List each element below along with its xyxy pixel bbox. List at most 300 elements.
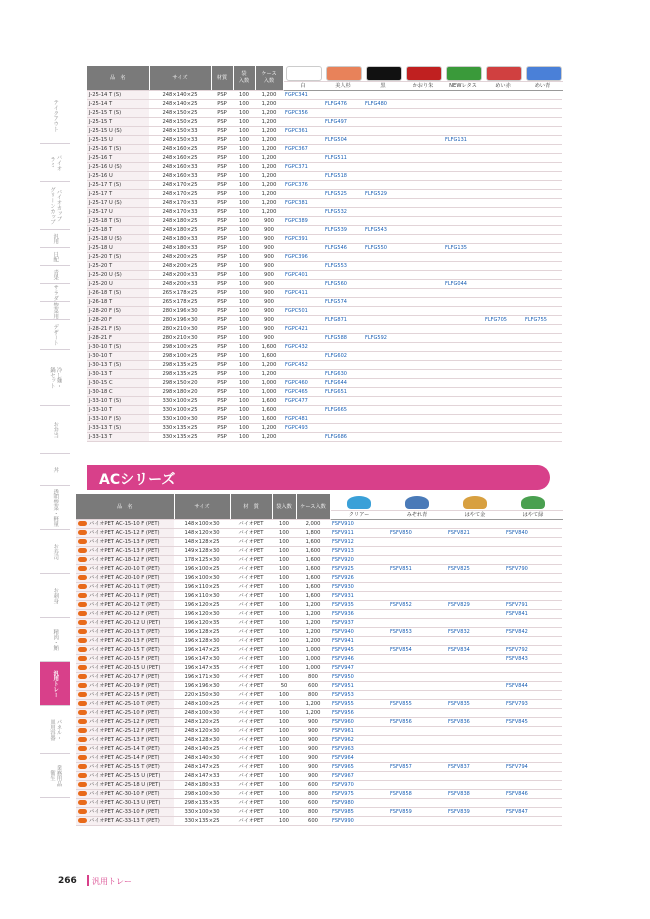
table-cell: FSFV847 [504, 808, 562, 817]
table-cell [483, 343, 523, 352]
table-row [87, 388, 562, 397]
table-cell: 100 [233, 343, 255, 352]
table-cell [483, 280, 523, 289]
side-tab [40, 230, 70, 248]
table-cell [403, 397, 443, 406]
color-swatch [446, 66, 482, 81]
table-row [76, 556, 562, 565]
table-cell [76, 664, 174, 673]
color-name-header: めい青 [523, 82, 562, 91]
table-cell: 265×178×25 [149, 289, 211, 298]
table-cell: 100 [272, 673, 296, 682]
product-name: バイオPET AC-25-15 T (PET) [89, 764, 160, 770]
table-cell [446, 745, 504, 754]
ac-product-table [76, 494, 563, 826]
new-badge-icon [78, 620, 87, 625]
product-name: バイオPET AC-20-15 F (PET) [89, 656, 160, 662]
product-thumbnail-icon [521, 496, 545, 509]
table-cell: PSP [211, 307, 233, 316]
table-cell: FLFG546 [323, 244, 363, 253]
table-cell [483, 127, 523, 136]
new-badge-icon [78, 809, 87, 814]
product-name: バイオPET AC-22-15 F (PET) [89, 692, 160, 698]
table-cell [323, 361, 363, 370]
table-row [87, 352, 562, 361]
table-row [76, 628, 562, 637]
table-cell: 900 [255, 316, 283, 325]
table-cell: FLFG131 [443, 136, 483, 145]
table-cell [323, 253, 363, 262]
table-cell: 148×128×25 [174, 538, 230, 547]
table-cell [363, 163, 403, 172]
table-cell: 1,200 [255, 199, 283, 208]
side-tab-label: 業務用品 衛生 [49, 764, 62, 787]
table-cell: J-26-18 T [87, 298, 149, 307]
table-cell: FSFV843 [504, 655, 562, 664]
table-cell: 298×135×25 [149, 370, 211, 379]
table-cell: 149×128×30 [174, 547, 230, 556]
table-cell: J-25-14 T [87, 100, 149, 109]
table-cell: 298×100×25 [149, 352, 211, 361]
table-cell [483, 172, 523, 181]
table-cell [446, 610, 504, 619]
table-cell [363, 118, 403, 127]
table-cell: 100 [233, 280, 255, 289]
table-cell [446, 547, 504, 556]
table-cell: 298×135×35 [174, 799, 230, 808]
table-cell: FLFG550 [363, 244, 403, 253]
table-cell [403, 433, 443, 442]
table-cell [523, 370, 562, 379]
table-cell: 900 [296, 745, 330, 754]
table-row [76, 520, 562, 529]
table-cell: 1,200 [255, 100, 283, 109]
table-cell: 900 [255, 298, 283, 307]
table-cell: 1,000 [255, 379, 283, 388]
table-cell [443, 343, 483, 352]
table-cell [443, 118, 483, 127]
table-row [87, 127, 562, 136]
new-badge-icon [78, 548, 87, 553]
table-cell [523, 235, 562, 244]
table-cell [523, 253, 562, 262]
table-cell: 1,600 [255, 397, 283, 406]
table-cell [363, 343, 403, 352]
table-cell [483, 388, 523, 397]
table-cell: FLFG044 [443, 280, 483, 289]
table-cell: 196×128×30 [174, 637, 230, 646]
table-cell [363, 433, 403, 442]
table-cell: J-25-18 U [87, 244, 149, 253]
table-cell: J-25-15 T (S) [87, 109, 149, 118]
table-cell: FSFV794 [504, 763, 562, 772]
table-cell [523, 424, 562, 433]
table-cell [283, 226, 323, 235]
table-cell: PSP [211, 298, 233, 307]
table-cell [446, 619, 504, 628]
table-cell: 1,000 [255, 388, 283, 397]
table-cell [483, 361, 523, 370]
table-cell: FLFG574 [323, 298, 363, 307]
new-badge-icon [78, 656, 87, 661]
table-row [87, 172, 562, 181]
table-cell: FSFV951 [330, 682, 388, 691]
side-tab-label: お弁当 [52, 421, 59, 438]
table-cell: PSP [211, 172, 233, 181]
product-name: バイオPET AC-33-13 T (PET) [89, 818, 160, 824]
table-cell: FSFV845 [504, 718, 562, 727]
product-thumbnail-icon [463, 496, 487, 509]
table-cell: 100 [272, 691, 296, 700]
table-cell: 100 [272, 709, 296, 718]
table-cell: FLFG755 [523, 316, 562, 325]
new-badge-icon [78, 791, 87, 796]
table-cell: 1,000 [296, 655, 330, 664]
table-cell: J-33-10 T [87, 406, 149, 415]
table-cell: J-25-14 T (S) [87, 91, 149, 100]
table-cell: J-25-18 T (S) [87, 217, 149, 226]
table-cell [443, 217, 483, 226]
table-cell: 265×178×25 [149, 298, 211, 307]
table-cell [388, 727, 446, 736]
table-cell: 298×100×25 [149, 343, 211, 352]
table-cell [446, 556, 504, 565]
table-row [76, 538, 562, 547]
table-cell: 1,200 [255, 361, 283, 370]
table-cell [523, 172, 562, 181]
table-cell [523, 352, 562, 361]
table-cell: 2,000 [296, 520, 330, 529]
table-row [76, 673, 562, 682]
table-cell [483, 118, 523, 127]
table-cell [403, 325, 443, 334]
table-row [87, 136, 562, 145]
table-cell: PSP [211, 379, 233, 388]
table-cell: 248×140×30 [174, 754, 230, 763]
table-cell [403, 163, 443, 172]
table-cell: 1,200 [255, 370, 283, 379]
table-cell: 1,600 [296, 583, 330, 592]
table-row [76, 763, 562, 772]
table-cell [523, 136, 562, 145]
table-cell: J-25-15 U (S) [87, 127, 149, 136]
top-product-table [87, 66, 563, 442]
table-cell [483, 145, 523, 154]
table-cell: 800 [296, 790, 330, 799]
table-cell [446, 682, 504, 691]
table-cell: J-25-16 T [87, 154, 149, 163]
table-cell [76, 538, 174, 547]
table-cell [403, 271, 443, 280]
table-row [87, 280, 562, 289]
table-cell [446, 592, 504, 601]
table-cell: 100 [233, 262, 255, 271]
table-cell: PSP [211, 325, 233, 334]
table-cell: 220×150×30 [174, 691, 230, 700]
table-cell [443, 433, 483, 442]
table-cell [523, 217, 562, 226]
color-swatch-cell [523, 66, 562, 82]
color-name-header: みぞれ青 [388, 511, 446, 520]
table-cell [443, 208, 483, 217]
table-cell [403, 253, 443, 262]
table-cell: 100 [233, 154, 255, 163]
table-cell: 1,200 [255, 136, 283, 145]
table-cell [388, 754, 446, 763]
table-cell [504, 772, 562, 781]
table-cell [443, 190, 483, 199]
side-tab [40, 350, 70, 406]
table-cell [443, 100, 483, 109]
table-cell: 1,600 [296, 565, 330, 574]
table-cell: 248×170×33 [149, 208, 211, 217]
table-cell [483, 154, 523, 163]
table-cell [446, 817, 504, 826]
table-cell [323, 343, 363, 352]
table-cell: FLFG504 [323, 136, 363, 145]
table-cell: FGPC376 [283, 181, 323, 190]
table-cell [483, 91, 523, 100]
table-cell: 330×135×25 [149, 433, 211, 442]
table-cell: FLFG539 [323, 226, 363, 235]
table-cell: バイオPET [230, 574, 272, 583]
product-name: バイオPET AC-20-19 F (PET) [89, 683, 160, 689]
color-swatch [366, 66, 402, 81]
table-row [87, 262, 562, 271]
table-cell: 248×100×25 [174, 700, 230, 709]
side-tab-label: パネル・ 皿用容器 [49, 718, 62, 741]
ac-series-banner [87, 465, 550, 490]
product-name: バイオPET AC-20-12 T (PET) [89, 602, 160, 608]
table-cell [403, 136, 443, 145]
table-cell: FLFG511 [323, 154, 363, 163]
table-cell: 100 [272, 808, 296, 817]
new-badge-icon [78, 692, 87, 697]
side-tab-label: 汎用トレー [52, 670, 59, 697]
table-cell: FSFV955 [330, 700, 388, 709]
table-cell: FGPC501 [283, 307, 323, 316]
table-row [76, 592, 562, 601]
table-cell: 100 [233, 271, 255, 280]
table-row [76, 700, 562, 709]
table-cell: バイオPET [230, 727, 272, 736]
table-cell: バイオPET [230, 583, 272, 592]
color-swatch-cell [483, 66, 523, 82]
table-cell: FLFG665 [323, 406, 363, 415]
table-cell [363, 298, 403, 307]
table-cell [388, 673, 446, 682]
table-cell: J-25-17 T (S) [87, 181, 149, 190]
table-cell: 178×125×30 [174, 556, 230, 565]
table-cell: 330×100×25 [149, 397, 211, 406]
table-cell [76, 547, 174, 556]
product-name: バイオPET AC-20-12 U (PET) [89, 620, 161, 626]
table-cell [523, 334, 562, 343]
table-cell: バイオPET [230, 691, 272, 700]
table-cell: FGPC371 [283, 163, 323, 172]
table-row [87, 316, 562, 325]
table-row [76, 529, 562, 538]
table-cell: バイオPET [230, 781, 272, 790]
table-cell [483, 406, 523, 415]
table-cell: 1,600 [296, 592, 330, 601]
new-badge-icon [78, 629, 87, 634]
table-cell [446, 655, 504, 664]
table-cell: 1,200 [255, 172, 283, 181]
table-cell [504, 538, 562, 547]
table-cell [483, 433, 523, 442]
table-row [76, 637, 562, 646]
table-cell [403, 343, 443, 352]
table-cell [403, 109, 443, 118]
new-badge-icon [78, 755, 87, 760]
column-header: 品 名 [76, 494, 174, 520]
table-cell: J-25-18 U (S) [87, 235, 149, 244]
table-cell [76, 808, 174, 817]
table-cell [76, 646, 174, 655]
table-cell: 196×100×30 [174, 574, 230, 583]
table-cell: 100 [233, 334, 255, 343]
table-cell: 100 [233, 217, 255, 226]
table-cell: 600 [296, 781, 330, 790]
table-cell: バイオPET [230, 718, 272, 727]
table-cell: 100 [272, 592, 296, 601]
table-cell: FGPC391 [283, 235, 323, 244]
table-cell [504, 583, 562, 592]
table-cell: FSFV850 [388, 529, 446, 538]
new-badge-icon [78, 773, 87, 778]
table-cell: 100 [233, 289, 255, 298]
table-cell [403, 172, 443, 181]
table-cell: 100 [272, 529, 296, 538]
table-cell: FSFV790 [504, 565, 562, 574]
table-cell [363, 379, 403, 388]
table-cell [363, 352, 403, 361]
side-tab-label: お刺身 [52, 587, 59, 604]
table-cell [363, 208, 403, 217]
page-number: 266 [58, 876, 77, 886]
side-tab-label: バイオ ラミ [49, 154, 62, 171]
table-cell: 100 [233, 145, 255, 154]
table-cell: FLFG553 [323, 262, 363, 271]
table-cell [283, 370, 323, 379]
table-cell [363, 253, 403, 262]
table-cell: FLFG644 [323, 379, 363, 388]
table-cell: 100 [233, 406, 255, 415]
table-cell: 100 [272, 745, 296, 754]
color-name-header: クリアー [330, 511, 388, 520]
column-header: 品 名 [87, 66, 149, 91]
table-cell [523, 163, 562, 172]
product-image-cell [446, 494, 504, 511]
side-tab-label: 青果 [52, 269, 59, 280]
table-cell [443, 307, 483, 316]
table-cell: 248×180×25 [149, 217, 211, 226]
table-cell [76, 781, 174, 790]
table-cell [403, 334, 443, 343]
table-cell: FSFV920 [330, 556, 388, 565]
table-cell: 900 [296, 772, 330, 781]
table-cell: 100 [233, 244, 255, 253]
table-cell [283, 262, 323, 271]
table-cell: 900 [296, 718, 330, 727]
side-tab-label: 汎用 [52, 233, 59, 244]
table-cell [483, 226, 523, 235]
table-cell [483, 109, 523, 118]
product-name: バイオPET AC-15-13 F (PET) [89, 548, 160, 554]
table-cell [523, 109, 562, 118]
side-tab-label: 惣菜用 [52, 302, 59, 319]
table-cell: FSFV853 [388, 628, 446, 637]
table-cell: J-25-15 U [87, 136, 149, 145]
table-cell: FSFV956 [330, 709, 388, 718]
table-cell: 1,200 [255, 433, 283, 442]
table-cell: 100 [272, 790, 296, 799]
side-tab [40, 486, 70, 530]
table-cell: 196×120×35 [174, 619, 230, 628]
table-cell: 1,600 [255, 343, 283, 352]
table-cell: 100 [233, 199, 255, 208]
table-cell: 1,200 [296, 619, 330, 628]
table-cell [523, 343, 562, 352]
table-cell [483, 199, 523, 208]
table-cell [283, 208, 323, 217]
table-cell [388, 592, 446, 601]
product-name: バイオPET AC-25-12 F (PET) [89, 719, 160, 725]
side-tab [40, 284, 70, 302]
table-cell [283, 298, 323, 307]
table-row [87, 370, 562, 379]
column-header: 袋入数 [272, 494, 296, 520]
table-cell: 900 [255, 262, 283, 271]
table-cell: FSFV841 [504, 610, 562, 619]
table-cell [363, 289, 403, 298]
table-cell [443, 415, 483, 424]
table-cell: 100 [272, 619, 296, 628]
table-cell: 900 [255, 217, 283, 226]
table-cell [363, 181, 403, 190]
table-cell [483, 397, 523, 406]
table-cell [446, 772, 504, 781]
table-cell: FGPC396 [283, 253, 323, 262]
side-tab [40, 144, 70, 182]
new-badge-icon [78, 674, 87, 679]
product-name: バイオPET AC-25-12 F (PET) [89, 728, 160, 734]
table-cell [388, 709, 446, 718]
table-cell: PSP [211, 289, 233, 298]
table-cell: 196×110×25 [174, 583, 230, 592]
new-badge-icon [78, 602, 87, 607]
product-name: バイオPET AC-20-13 T (PET) [89, 629, 160, 635]
table-cell: FSFV791 [504, 601, 562, 610]
table-cell: FSFV793 [504, 700, 562, 709]
table-cell: 900 [255, 235, 283, 244]
table-cell: FSFV935 [330, 601, 388, 610]
table-cell [483, 271, 523, 280]
table-cell: 100 [233, 316, 255, 325]
table-cell [363, 262, 403, 271]
table-cell: 248×160×33 [149, 172, 211, 181]
table-cell [323, 163, 363, 172]
table-row [76, 655, 562, 664]
product-name: バイオPET AC-25-18 U (PET) [89, 782, 161, 788]
table-cell [523, 208, 562, 217]
table-row [76, 547, 562, 556]
table-cell [363, 415, 403, 424]
side-tab [40, 618, 70, 662]
table-cell [363, 424, 403, 433]
table-cell: 1,200 [296, 700, 330, 709]
